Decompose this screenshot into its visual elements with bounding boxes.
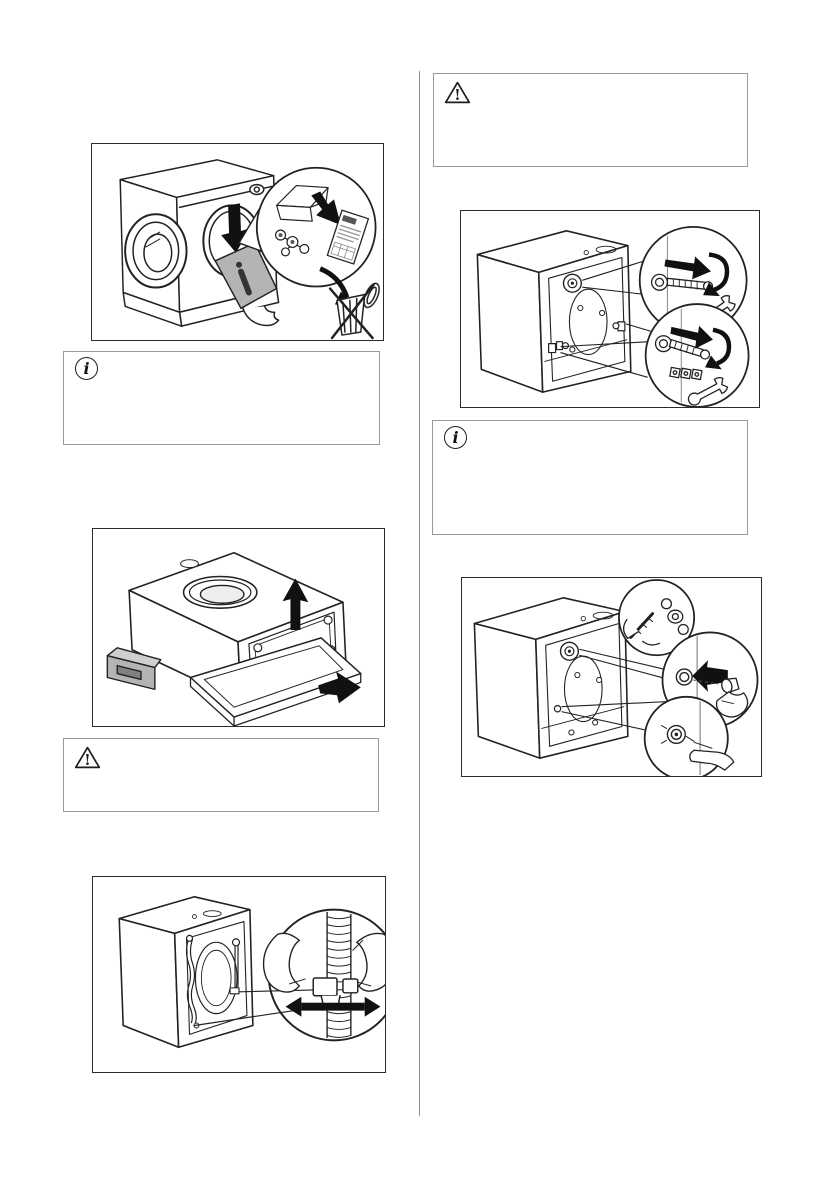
figure-detach-drain-hose [92,876,386,1073]
warning-box-left [63,738,379,812]
plastic-caps-illustration [462,578,761,776]
column-divider [419,71,420,1116]
transit-bolts-illustration [461,211,759,407]
bolt-hole [676,669,692,685]
figure-remove-transit-bolts [460,210,760,408]
info-icon: i [444,426,467,449]
figure-insert-plastic-caps [461,577,762,777]
figure-remove-packaging-base [92,528,385,727]
pull-arrow-shaft [301,1003,364,1011]
warning-box-right [433,73,748,167]
warning-icon [444,80,471,105]
warning-glyph: ! [454,86,461,104]
figure-unpacking-accessories [91,143,384,341]
warning-icon [74,745,101,770]
hand [243,306,279,325]
warning-glyph: ! [84,751,91,769]
crossed-out-trash-bin [330,281,382,338]
unpacking-illustration [92,144,383,340]
note-box-right [432,420,748,535]
drain-hose-illustration [93,877,385,1072]
note-box-left [63,351,380,445]
packaging-base-illustration [93,529,384,726]
info-icon: i [75,357,98,380]
